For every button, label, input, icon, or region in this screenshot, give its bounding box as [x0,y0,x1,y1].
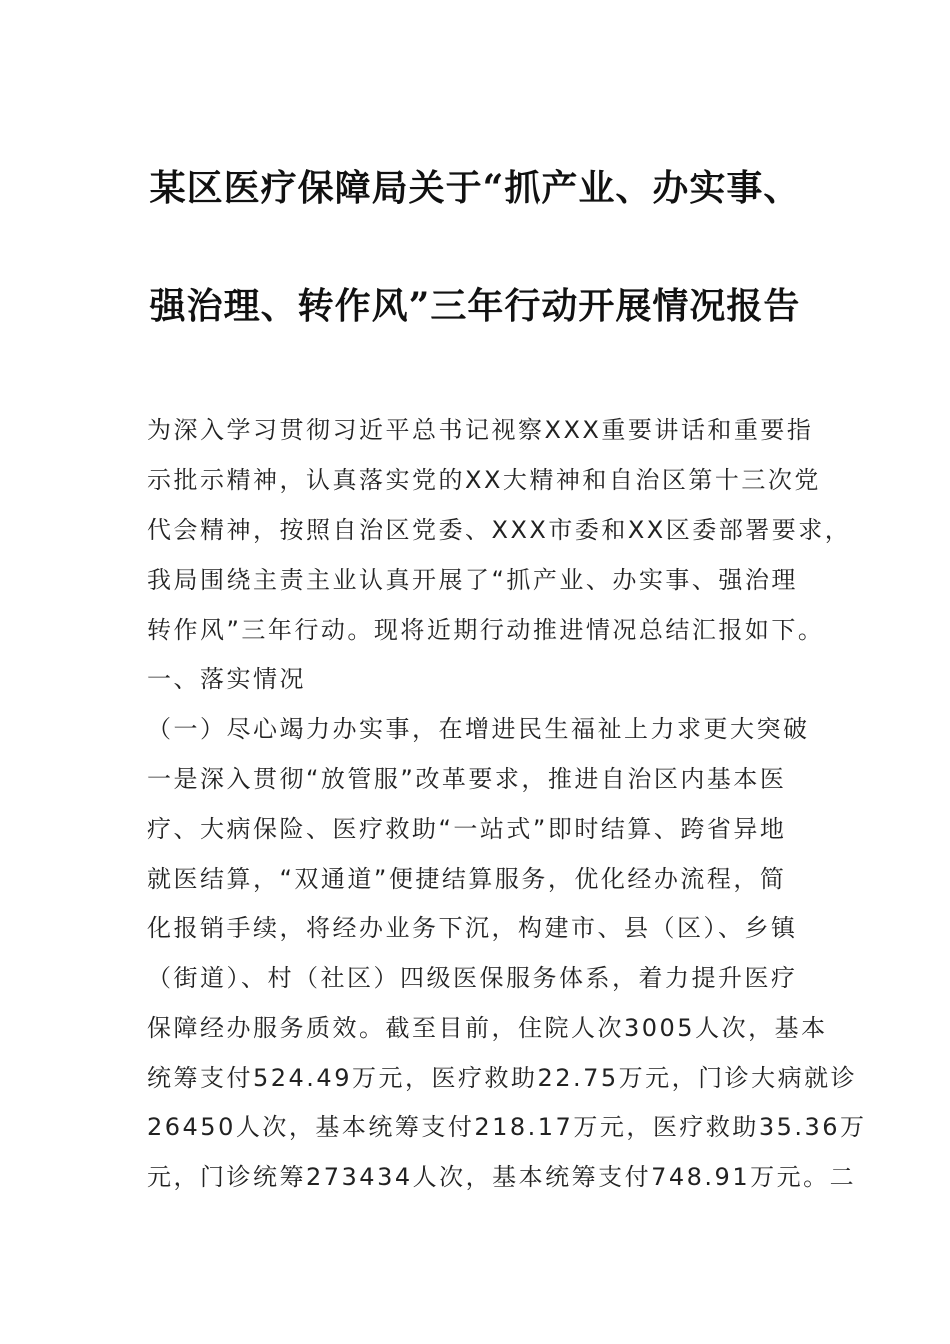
body-text-line: （街道）、村（社区）四级医保服务体系，着力提升医疗 [147,964,798,992]
body-text-line: 统筹支付524.49万元，医疗救助22.75万元，门诊大病就诊 [147,1064,858,1092]
body-text-line: 示批示精神，认真落实党的XX大精神和自治区第十三次党 [147,466,821,494]
document-title-line-1: 某区医疗保障局关于“抓产业、办实事、 [149,167,801,209]
body-text-line: 26450人次，基本统筹支付218.17万元，医疗救助35.36万 [147,1113,867,1141]
body-text-line: 疗、大病保险、医疗救助“一站式”即时结算、跨省异地 [147,815,787,843]
subsection-heading: （一）尽心竭力办实事，在增进民生福祉上力求更大突破 [147,715,810,743]
body-text-line: 化报销手续，将经办业务下沉，构建市、县（区）、乡镇 [147,914,798,942]
document-title-line-2: 强治理、转作风”三年行动开展情况报告 [149,285,801,327]
section-heading: 一、落实情况 [147,665,306,693]
body-text-line: 就医结算，“双通道”便捷结算服务，优化经办流程，简 [147,865,787,893]
body-text-line: 我局围绕主责主业认真开展了“抓产业、办实事、强治理 [147,566,798,594]
body-text-line: 为深入学习贯彻习近平总书记视察XXX重要讲话和重要指 [147,416,814,444]
body-text-line: 代会精神，按照自治区党委、XXX市委和XX区委部署要求， [147,516,852,544]
body-text-line: 一是深入贯彻“放管服”改革要求，推进自治区内基本医 [147,765,787,793]
body-text-line: 保障经办服务质效。截至目前，住院人次3005人次，基本 [147,1014,828,1042]
body-text-line: 转作风”三年行动。现将近期行动推进情况总结汇报如下。 [147,616,825,644]
body-text-line: 元，门诊统筹273434人次，基本统筹支付748.91万元。二 [147,1163,857,1191]
